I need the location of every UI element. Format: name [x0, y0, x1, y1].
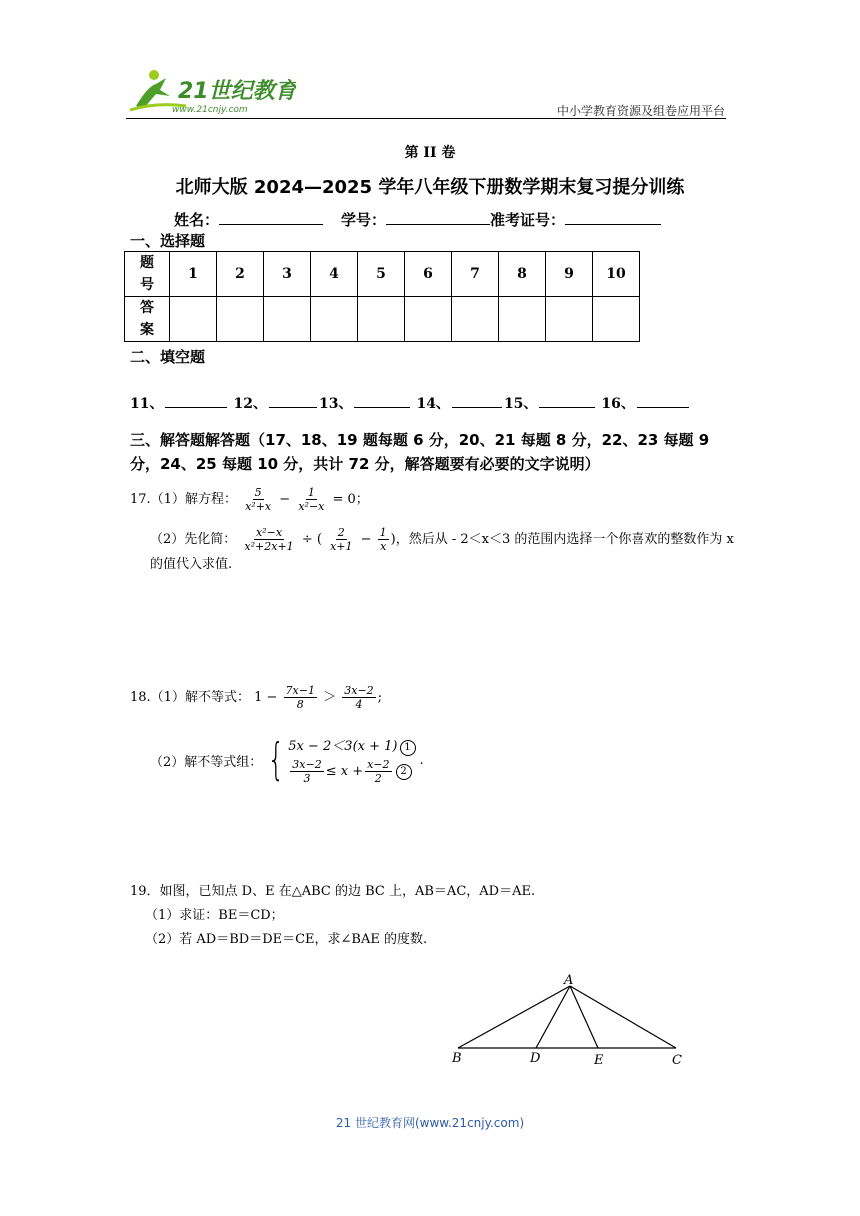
question-number: 2 — [217, 252, 264, 297]
question-number: 4 — [311, 252, 358, 297]
question-number: 5 — [358, 252, 405, 297]
name-label: 姓名： — [174, 211, 220, 229]
inequality-system — [288, 735, 415, 785]
question-17-part2: （2）先化简： $\frac{\text{x²−x}}{\text{x²+2x+1}}$ ÷ ( $\frac{2}{x+1}$ − $\frac{1}{x}$ )，然后从 - 2＜x＜3 的范围内选择一个你喜欢的整数作为 x 的值代入求值. — [150, 526, 734, 572]
fill-number: 11、 — [130, 396, 164, 412]
q19-line1: 19．如图，已知点 D、E 在△ABC 的边 BC 上，AB＝AC，AD＝AE. — [130, 884, 536, 899]
fraction: $\frac{5}{\text{x²+x}}$ — [245, 486, 272, 513]
fill-blank[interactable] — [637, 393, 689, 408]
fraction: $\frac{3x-2}{3}$ — [292, 758, 322, 785]
exam-label: 准考证号： — [490, 211, 566, 229]
answer-cell[interactable] — [593, 297, 640, 342]
q17a-prefix: 17.（1）解方程： — [130, 492, 237, 507]
fill-blank-row — [130, 393, 691, 413]
footer-link[interactable]: 21 世纪教育网(www.21cnjy.com) — [335, 1116, 525, 1130]
q19-line3: （2）若 AD＝BD＝DE＝CE，求∠BAE 的度数. — [145, 932, 428, 947]
row-header-number-text: 题号 — [140, 255, 154, 293]
platform-label: 中小学教育资源及组卷应用平台 — [556, 104, 725, 118]
fill-blank[interactable] — [269, 393, 317, 408]
exam-blank[interactable] — [565, 208, 661, 225]
q17b-suffix: ，然后从 - 2＜x＜3 的范围内选择一个你喜欢的整数作为 x 的值代入求值. — [150, 532, 734, 572]
logo-subtext: www.21cnjy.com — [172, 105, 248, 115]
answer-cell[interactable] — [217, 297, 264, 342]
logo-text: 21世纪教育 — [178, 79, 296, 104]
section1-title: 一、选择题 — [130, 232, 206, 250]
fraction: $\frac{1}{\text{x²−x}}$ — [298, 486, 325, 513]
circled-2: 2 — [396, 764, 412, 780]
q17a-suffix: = 0； — [332, 492, 369, 507]
logo — [126, 66, 296, 116]
label-c: C — [672, 1053, 682, 1068]
answer-cell[interactable] — [264, 297, 311, 342]
answer-cell[interactable] — [405, 297, 452, 342]
fraction: $\frac{\text{x²−x}}{\text{x²+2x+1}}$ — [244, 526, 294, 553]
question-number: 7 — [452, 252, 499, 297]
section3-title: 三、解答题解答题（17、18、19 题每题 6 分，20、21 每题 8 分，22、23 每题 9 分，24、25 每题 10 分，共计 72 分，解答题要有必要的文字说明） — [130, 431, 710, 473]
circled-1: 1 — [400, 740, 416, 756]
brace: { — [267, 734, 285, 785]
inequality-1: 5x − 2＜3(x + 1) — [288, 739, 398, 754]
fill-blank[interactable] — [452, 393, 502, 408]
volume-label: 第 II 卷 — [404, 145, 456, 161]
fill-blank[interactable] — [354, 393, 410, 408]
fill-number: 12、 — [233, 396, 267, 412]
row-header-answer-text: 答案 — [140, 300, 154, 338]
triangle-figure — [440, 968, 690, 1068]
answer-cell[interactable] — [311, 297, 358, 342]
header-rule — [126, 118, 726, 119]
label-d: D — [530, 1051, 541, 1066]
id-blank[interactable] — [386, 208, 490, 225]
inequality-2-mid: ≤ x + — [325, 764, 364, 779]
id-label: 学号： — [341, 211, 387, 229]
row-header-number — [125, 252, 170, 297]
label-b: B — [452, 1051, 462, 1066]
name-blank[interactable] — [219, 208, 323, 225]
answer-cell[interactable] — [499, 297, 546, 342]
q18a-prefix: 18.（1）解不等式： — [130, 690, 250, 705]
section2-title: 二、填空题 — [130, 348, 206, 366]
fraction: $\frac{3x-2}{4}$ — [344, 684, 374, 711]
q19-line2: （1）求证：BE＝CD； — [145, 908, 284, 923]
fill-number: 16、 — [601, 396, 635, 412]
fill-blank[interactable] — [165, 393, 227, 408]
question-number: 6 — [405, 252, 452, 297]
row-header-answer — [125, 297, 170, 342]
question-17-part1: 17.（1）解方程： $\frac{5}{\text{x²+x}}$ − $\frac{1}{\text{x²−x}}$ = 0； — [130, 486, 369, 513]
table-row — [125, 297, 640, 342]
q17b-prefix: （2）先化简： — [150, 532, 237, 547]
fill-number: 15、 — [503, 396, 538, 412]
fill-blank[interactable] — [539, 393, 595, 408]
label-a: A — [564, 973, 574, 988]
fraction: $\frac{x-2}{2}$ — [367, 758, 390, 785]
question-18-part1: 18.（1）解不等式： 1 − $\frac{7x-1}{8}$ ＞ $\frac{3x-2}{4}$ ; — [130, 684, 383, 711]
question-number: 3 — [264, 252, 311, 297]
fraction: $\frac{2}{x+1}$ — [330, 526, 353, 553]
segment-ac — [570, 986, 676, 1048]
q18b-prefix: （2）解不等式组： — [150, 754, 263, 770]
answer-cell[interactable] — [170, 297, 217, 342]
answer-table — [124, 251, 640, 342]
fill-number: 13、 — [318, 396, 353, 412]
segment-ae — [570, 986, 598, 1048]
answer-cell[interactable] — [358, 297, 405, 342]
question-number: 1 — [170, 252, 217, 297]
question-number: 8 — [499, 252, 546, 297]
question-18-part2: （2）解不等式组： { 5x − 2＜3(x + 1) 1 $\frac{3x-2}{3}$ ≤ x + $\frac{x-2}{2}$ 2 . — [150, 734, 424, 785]
question-number: 10 — [593, 252, 640, 297]
student-info-row — [174, 208, 661, 230]
fraction: $\frac{1}{x}$ — [379, 526, 387, 553]
answer-cell[interactable] — [452, 297, 499, 342]
fill-number: 14、 — [416, 396, 450, 412]
fraction: $\frac{7x-1}{8}$ — [285, 684, 315, 711]
question-number: 9 — [546, 252, 593, 297]
paper-title: 北师大版 2024—2025 学年八年级下册数学期末复习提分训练 — [175, 177, 685, 198]
answer-cell[interactable] — [546, 297, 593, 342]
table-row — [125, 252, 640, 297]
question-19 — [130, 880, 535, 952]
label-e: E — [594, 1053, 604, 1068]
